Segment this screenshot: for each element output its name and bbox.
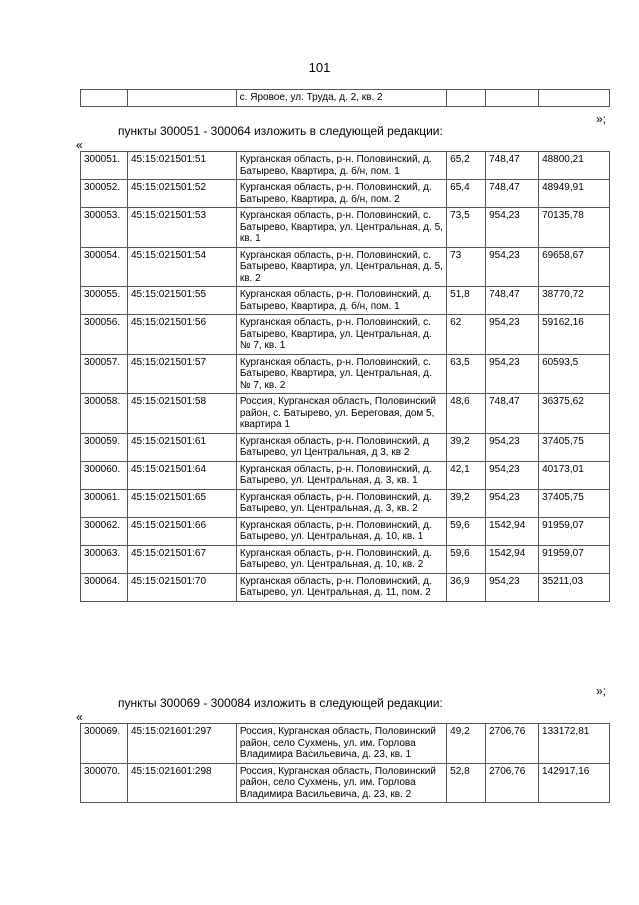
- cell-area: 39,2: [447, 433, 486, 461]
- cell-rate: 954,23: [486, 315, 539, 355]
- instruction-text: пункты 300051 - 300064 изложить в следующей редакции:: [118, 124, 443, 138]
- closing-quote: »;: [596, 112, 607, 126]
- cell-rate: 2706,76: [486, 763, 539, 803]
- table-row: [81, 433, 610, 461]
- cell-number: 300063.: [81, 545, 128, 573]
- cell-address: Курганская область, р-н. Половинский, д. Батырево, ул. Центральная, д. 10, кв. 2: [236, 545, 446, 573]
- cell-rate: 954,23: [486, 489, 539, 517]
- cell-cadastre: 45:15:021501:65: [127, 489, 236, 517]
- cell-cadastre: 45:15:021501:70: [127, 573, 236, 601]
- table-row: [81, 545, 610, 573]
- cell-address: Курганская область, р-н. Половинский, с. Батырево, Квартира, ул. Центральная, д. 5, кв. 2: [236, 247, 446, 287]
- properties-table: [80, 723, 610, 803]
- cell-rate: [486, 90, 539, 107]
- cell-rate: 748,47: [486, 287, 539, 315]
- instruction-text: пункты 300069 - 300084 изложить в следующей редакции:: [118, 696, 443, 710]
- cell-value: 35211,03: [539, 573, 610, 601]
- cell-value: 70135,78: [539, 208, 610, 248]
- cell-number: 300059.: [81, 433, 128, 461]
- cell-address: Курганская область, р-н. Половинский, с. Батырево, Квартира, ул. Центральная, д. № 7, кв. 2: [236, 354, 446, 394]
- cell-cadastre: 45:15:021501:53: [127, 208, 236, 248]
- cell-address: Россия, Курганская область, Половинский район, село Сухмень, ул. им. Горлова Владимира Васильевича, д. 23, кв. 1: [236, 724, 446, 764]
- cell-value: 37405,75: [539, 433, 610, 461]
- cell-value: 69658,67: [539, 247, 610, 287]
- table-row: [81, 315, 610, 355]
- cell-address: Курганская область, р-н. Половинский, д. Батырево, Квартира, д. б/н, пом. 2: [236, 180, 446, 208]
- cell-area: 73: [447, 247, 486, 287]
- cell-address: Курганская область, р-н. Половинский, д. Батырево, ул. Центральная, д. 10, кв. 1: [236, 517, 446, 545]
- cell-area: 65,4: [447, 180, 486, 208]
- cell-value: 40173,01: [539, 461, 610, 489]
- cell-number: [81, 90, 128, 107]
- cell-cadastre: 45:15:021601:298: [127, 763, 236, 803]
- table-row: [81, 489, 610, 517]
- cell-value: 142917,16: [539, 763, 610, 803]
- cell-number: 300062.: [81, 517, 128, 545]
- opening-quote: «: [76, 710, 83, 724]
- cell-address: Курганская область, р-н. Половинский, д. Батырево, Квартира, д. б/н, пом. 1: [236, 287, 446, 315]
- page-number: 101: [308, 60, 331, 75]
- cell-number: 300057.: [81, 354, 128, 394]
- cell-number: 300056.: [81, 315, 128, 355]
- closing-quote: »;: [596, 684, 607, 698]
- cell-cadastre: 45:15:021501:66: [127, 517, 236, 545]
- cell-number: 300055.: [81, 287, 128, 315]
- cell-rate: 954,23: [486, 354, 539, 394]
- cell-area: 42,1: [447, 461, 486, 489]
- table-row: [81, 724, 610, 764]
- cell-number: 300051.: [81, 152, 128, 180]
- cell-value: 48800,21: [539, 152, 610, 180]
- cell-address: Курганская область, р-н. Половинский, д. Батырево, ул. Центральная, д. 3, кв. 1: [236, 461, 446, 489]
- table-row: [81, 180, 610, 208]
- table-row: [81, 517, 610, 545]
- cell-cadastre: 45:15:021501:51: [127, 152, 236, 180]
- cell-area: 65,2: [447, 152, 486, 180]
- cell-rate: 954,23: [486, 208, 539, 248]
- cell-value: 91959,07: [539, 545, 610, 573]
- cell-value: 36375,62: [539, 394, 610, 434]
- cell-number: 300053.: [81, 208, 128, 248]
- cell-area: 59,6: [447, 517, 486, 545]
- cell-number: 300069.: [81, 724, 128, 764]
- cell-address: Курганская область, р-н. Половинский, д. Батырево, Квартира, д. б/н, пом. 1: [236, 152, 446, 180]
- cell-value: [539, 90, 610, 107]
- cell-cadastre: 45:15:021501:52: [127, 180, 236, 208]
- table-row: [81, 247, 610, 287]
- cell-address: Курганская область, р-н. Половинский, с. Батырево, Квартира, ул. Центральная, д. № 7, кв. 1: [236, 315, 446, 355]
- cell-cadastre: [127, 90, 236, 107]
- opening-quote: «: [76, 138, 83, 152]
- cell-rate: 2706,76: [486, 724, 539, 764]
- cell-area: 36,9: [447, 573, 486, 601]
- table-row: [81, 152, 610, 180]
- cell-rate: 954,23: [486, 433, 539, 461]
- cell-rate: 1542,94: [486, 517, 539, 545]
- cell-address: Курганская область, р-н. Половинский, с. Батырево, Квартира, ул. Центральная, д. 5, кв. 1: [236, 208, 446, 248]
- continuation-table: [80, 89, 610, 107]
- properties-table: [80, 151, 610, 602]
- cell-number: 300064.: [81, 573, 128, 601]
- cell-cadastre: 45:15:021501:55: [127, 287, 236, 315]
- table-row: [81, 461, 610, 489]
- cell-area: 51,8: [447, 287, 486, 315]
- cell-area: 48,6: [447, 394, 486, 434]
- table-row: [81, 394, 610, 434]
- cell-rate: 954,23: [486, 573, 539, 601]
- cell-number: 300061.: [81, 489, 128, 517]
- cell-address: Курганская область, р-н. Половинский, д. Батырево, ул. Центральная, д. 11, пом. 2: [236, 573, 446, 601]
- cell-value: 133172,81: [539, 724, 610, 764]
- cell-rate: 748,47: [486, 152, 539, 180]
- cell-cadastre: 45:15:021501:67: [127, 545, 236, 573]
- cell-area: 62: [447, 315, 486, 355]
- cell-address: Россия, Курганская область, Половинский район, село Сухмень, ул. им. Горлова Владимира Васильевича, д. 23, кв. 2: [236, 763, 446, 803]
- cell-cadastre: 45:15:021501:58: [127, 394, 236, 434]
- cell-value: 59162,16: [539, 315, 610, 355]
- cell-rate: 954,23: [486, 461, 539, 489]
- cell-area: 73,5: [447, 208, 486, 248]
- cell-area: [447, 90, 486, 107]
- cell-value: 48949,91: [539, 180, 610, 208]
- cell-value: 60593,5: [539, 354, 610, 394]
- table-row: [81, 287, 610, 315]
- cell-area: 39,2: [447, 489, 486, 517]
- cell-rate: 954,23: [486, 247, 539, 287]
- cell-area: 52,8: [447, 763, 486, 803]
- cell-cadastre: 45:15:021501:64: [127, 461, 236, 489]
- cell-cadastre: 45:15:021501:61: [127, 433, 236, 461]
- table-row: [81, 90, 610, 107]
- cell-address: с. Яровое, ул. Труда, д. 2, кв. 2: [236, 90, 447, 107]
- cell-address: Курганская область, р-н. Половинский, д. Батырево, ул. Центральная, д. 3, кв. 2: [236, 489, 446, 517]
- cell-rate: 1542,94: [486, 545, 539, 573]
- cell-area: 59,6: [447, 545, 486, 573]
- cell-number: 300058.: [81, 394, 128, 434]
- cell-rate: 748,47: [486, 180, 539, 208]
- cell-number: 300060.: [81, 461, 128, 489]
- cell-number: 300054.: [81, 247, 128, 287]
- table-row: [81, 573, 610, 601]
- cell-number: 300052.: [81, 180, 128, 208]
- cell-cadastre: 45:15:021501:54: [127, 247, 236, 287]
- cell-cadastre: 45:15:021601:297: [127, 724, 236, 764]
- cell-cadastre: 45:15:021501:56: [127, 315, 236, 355]
- cell-value: 37405,75: [539, 489, 610, 517]
- table-row: [81, 354, 610, 394]
- table-row: [81, 208, 610, 248]
- cell-value: 38770,72: [539, 287, 610, 315]
- cell-number: 300070.: [81, 763, 128, 803]
- table-row: [81, 763, 610, 803]
- cell-address: Россия, Курганская область, Половинский район, с. Батырево, ул. Береговая, дом 5, квартира 1: [236, 394, 446, 434]
- cell-address: Курганская область, р-н. Половинский, д Батырево, ул Центральная, д 3, кв 2: [236, 433, 446, 461]
- cell-area: 63,5: [447, 354, 486, 394]
- cell-rate: 748,47: [486, 394, 539, 434]
- cell-value: 91959,07: [539, 517, 610, 545]
- cell-cadastre: 45:15:021501:57: [127, 354, 236, 394]
- cell-area: 49,2: [447, 724, 486, 764]
